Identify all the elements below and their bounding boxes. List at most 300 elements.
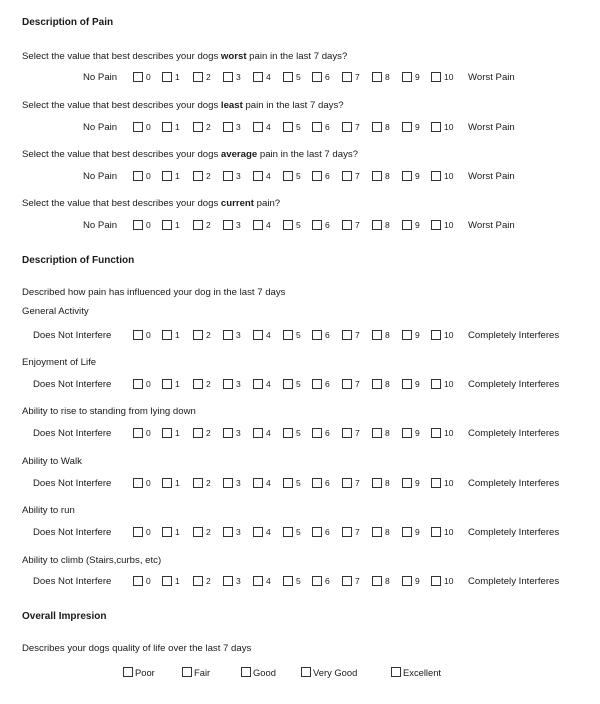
rating-checkbox-8[interactable]	[372, 171, 382, 181]
rating-checkbox-6[interactable]	[312, 330, 322, 340]
rating-option-5[interactable]	[283, 527, 309, 541]
rating-option-10[interactable]	[431, 122, 457, 136]
quality-checkbox[interactable]	[182, 667, 192, 677]
rating-checkbox-8[interactable]	[372, 428, 382, 438]
rating-value-9: 9	[415, 428, 420, 438]
rating-value-9: 9	[415, 220, 420, 230]
rating-checkbox-10[interactable]	[431, 527, 441, 537]
quality-option[interactable]	[123, 667, 167, 681]
rating-checkbox-1[interactable]	[162, 330, 172, 340]
rating-option-0[interactable]	[133, 379, 159, 393]
rating-checkbox-7[interactable]	[342, 220, 352, 230]
rating-checkbox-0[interactable]	[133, 330, 143, 340]
rating-value-2: 2	[206, 122, 211, 132]
rating-checkbox-4[interactable]	[253, 576, 263, 586]
rating-checkbox-3[interactable]	[223, 379, 233, 389]
rating-checkbox-5[interactable]	[283, 576, 293, 586]
rating-checkbox-3[interactable]	[223, 576, 233, 586]
rating-option-3[interactable]	[223, 379, 249, 393]
rating-value-8: 8	[385, 478, 390, 488]
rating-checkbox-5[interactable]	[283, 72, 293, 82]
rating-checkbox-10[interactable]	[431, 576, 441, 586]
rating-checkbox-9[interactable]	[402, 576, 412, 586]
rating-option-9[interactable]	[402, 576, 428, 590]
rating-option-9[interactable]	[402, 478, 428, 492]
rating-checkbox-10[interactable]	[431, 220, 441, 230]
rating-option-5[interactable]	[283, 122, 309, 136]
rating-option-3[interactable]	[223, 428, 249, 442]
rating-checkbox-1[interactable]	[162, 122, 172, 132]
rating-option-0[interactable]	[133, 72, 159, 86]
rating-option-3[interactable]	[223, 330, 249, 344]
rating-value-4: 4	[266, 576, 271, 586]
rating-checkbox-2[interactable]	[193, 527, 203, 537]
rating-option-10[interactable]	[431, 171, 457, 185]
rating-checkbox-7[interactable]	[342, 330, 352, 340]
rating-checkbox-2[interactable]	[193, 379, 203, 389]
rating-checkbox-10[interactable]	[431, 330, 441, 340]
rating-option-7[interactable]	[342, 527, 368, 541]
quality-checkbox[interactable]	[241, 667, 251, 677]
rating-checkbox-9[interactable]	[402, 478, 412, 488]
rating-option-2[interactable]	[193, 527, 219, 541]
rating-checkbox-2[interactable]	[193, 220, 203, 230]
rating-checkbox-9[interactable]	[402, 527, 412, 537]
rating-option-5[interactable]	[283, 220, 309, 234]
rating-value-6: 6	[325, 527, 330, 537]
rating-option-1[interactable]	[162, 122, 188, 136]
rating-value-1: 1	[175, 220, 180, 230]
rating-checkbox-1[interactable]	[162, 428, 172, 438]
rating-option-0[interactable]	[133, 122, 159, 136]
quality-option-label: Excellent	[403, 667, 442, 678]
rating-option-3[interactable]	[223, 122, 249, 136]
rating-checkbox-3[interactable]	[223, 220, 233, 230]
rating-option-9[interactable]	[402, 171, 428, 185]
quality-checkbox[interactable]	[123, 667, 133, 677]
rating-value-5: 5	[296, 122, 301, 132]
scale-min-label: No Pain	[83, 122, 118, 133]
quality-option-label: Very Good	[313, 667, 358, 678]
rating-option-9[interactable]	[402, 122, 428, 136]
pain-4-scale-row	[0, 220, 600, 234]
rating-checkbox-6[interactable]	[312, 478, 322, 488]
rating-option-0[interactable]	[133, 428, 159, 442]
rating-checkbox-10[interactable]	[431, 72, 441, 82]
rating-option-6[interactable]	[312, 428, 338, 442]
rating-checkbox-8[interactable]	[372, 576, 382, 586]
rating-option-3[interactable]	[223, 478, 249, 492]
rating-checkbox-7[interactable]	[342, 379, 352, 389]
scale-max-label: Worst Pain	[468, 122, 515, 133]
rating-checkbox-1[interactable]	[162, 379, 172, 389]
rating-option-2[interactable]	[193, 379, 219, 393]
rating-option-1[interactable]	[162, 527, 188, 541]
rating-option-8[interactable]	[372, 122, 398, 136]
rating-value-1: 1	[175, 379, 180, 389]
rating-value-9: 9	[415, 330, 420, 340]
rating-checkbox-2[interactable]	[193, 122, 203, 132]
rating-value-0: 0	[146, 478, 151, 488]
rating-checkbox-5[interactable]	[283, 220, 293, 230]
rating-option-3[interactable]	[223, 527, 249, 541]
rating-value-9: 9	[415, 576, 420, 586]
rating-option-0[interactable]	[133, 171, 159, 185]
rating-option-10[interactable]	[431, 330, 457, 344]
rating-checkbox-7[interactable]	[342, 576, 352, 586]
rating-checkbox-0[interactable]	[133, 576, 143, 586]
rating-value-8: 8	[385, 527, 390, 537]
rating-option-4[interactable]	[253, 220, 279, 234]
rating-checkbox-9[interactable]	[402, 379, 412, 389]
rating-option-0[interactable]	[133, 220, 159, 234]
rating-value-2: 2	[206, 478, 211, 488]
rating-value-7: 7	[355, 379, 360, 389]
rating-option-1[interactable]	[162, 428, 188, 442]
rating-option-7[interactable]	[342, 122, 368, 136]
quality-option[interactable]	[391, 667, 470, 681]
rating-option-6[interactable]	[312, 330, 338, 344]
rating-option-1[interactable]	[162, 576, 188, 590]
rating-value-10: 10	[444, 122, 454, 132]
rating-checkbox-6[interactable]	[312, 220, 322, 230]
rating-checkbox-6[interactable]	[312, 122, 322, 132]
rating-option-8[interactable]	[372, 72, 398, 86]
scale-max-label: Completely Interferes	[468, 379, 560, 390]
rating-checkbox-1[interactable]	[162, 527, 172, 537]
rating-checkbox-7[interactable]	[342, 478, 352, 488]
rating-value-4: 4	[266, 72, 271, 82]
rating-option-10[interactable]	[431, 478, 457, 492]
rating-checkbox-0[interactable]	[133, 478, 143, 488]
rating-value-6: 6	[325, 478, 330, 488]
rating-checkbox-6[interactable]	[312, 527, 322, 537]
rating-option-0[interactable]	[133, 576, 159, 590]
rating-option-1[interactable]	[162, 379, 188, 393]
rating-checkbox-9[interactable]	[402, 171, 412, 181]
rating-option-9[interactable]	[402, 527, 428, 541]
scale-min-label: Does Not Interfere	[33, 576, 112, 587]
rating-checkbox-3[interactable]	[223, 527, 233, 537]
question-text: Select the value that best describes your dogs	[22, 149, 221, 160]
rating-option-4[interactable]	[253, 72, 279, 86]
rating-option-6[interactable]	[312, 72, 338, 86]
rating-checkbox-8[interactable]	[372, 478, 382, 488]
rating-checkbox-1[interactable]	[162, 72, 172, 82]
rating-option-6[interactable]	[312, 220, 338, 234]
rating-option-7[interactable]	[342, 171, 368, 185]
rating-option-4[interactable]	[253, 428, 279, 442]
rating-checkbox-7[interactable]	[342, 72, 352, 82]
rating-checkbox-6[interactable]	[312, 576, 322, 586]
rating-option-4[interactable]	[253, 330, 279, 344]
rating-option-5[interactable]	[283, 72, 309, 86]
rating-option-7[interactable]	[342, 428, 368, 442]
rating-value-7: 7	[355, 527, 360, 537]
rating-option-2[interactable]	[193, 122, 219, 136]
rating-checkbox-4[interactable]	[253, 428, 263, 438]
rating-option-3[interactable]	[223, 72, 249, 86]
rating-checkbox-0[interactable]	[133, 220, 143, 230]
rating-value-10: 10	[444, 428, 454, 438]
rating-value-0: 0	[146, 220, 151, 230]
rating-option-8[interactable]	[372, 171, 398, 185]
rating-option-10[interactable]	[431, 220, 457, 234]
rating-checkbox-3[interactable]	[223, 122, 233, 132]
rating-checkbox-8[interactable]	[372, 72, 382, 82]
rating-value-2: 2	[206, 171, 211, 181]
rating-value-8: 8	[385, 122, 390, 132]
rating-option-5[interactable]	[283, 379, 309, 393]
rating-option-8[interactable]	[372, 330, 398, 344]
rating-checkbox-2[interactable]	[193, 576, 203, 586]
rating-option-7[interactable]	[342, 379, 368, 393]
rating-option-1[interactable]	[162, 220, 188, 234]
rating-checkbox-7[interactable]	[342, 428, 352, 438]
rating-checkbox-5[interactable]	[283, 478, 293, 488]
rating-value-4: 4	[266, 527, 271, 537]
pain-section-heading: Description of Pain	[22, 17, 114, 28]
rating-checkbox-1[interactable]	[162, 171, 172, 181]
rating-option-5[interactable]	[283, 171, 309, 185]
rating-option-8[interactable]	[372, 220, 398, 234]
rating-checkbox-10[interactable]	[431, 428, 441, 438]
function-item-label: General Activity	[22, 306, 89, 317]
rating-checkbox-3[interactable]	[223, 72, 233, 82]
quality-option[interactable]	[241, 667, 285, 681]
rating-value-6: 6	[325, 576, 330, 586]
rating-checkbox-5[interactable]	[283, 527, 293, 537]
rating-option-7[interactable]	[342, 478, 368, 492]
rating-checkbox-3[interactable]	[223, 171, 233, 181]
rating-value-8: 8	[385, 72, 390, 82]
rating-checkbox-0[interactable]	[133, 171, 143, 181]
rating-option-2[interactable]	[193, 576, 219, 590]
rating-checkbox-3[interactable]	[223, 428, 233, 438]
rating-checkbox-8[interactable]	[372, 330, 382, 340]
rating-value-4: 4	[266, 330, 271, 340]
rating-option-10[interactable]	[431, 576, 457, 590]
rating-option-5[interactable]	[283, 330, 309, 344]
rating-option-1[interactable]	[162, 171, 188, 185]
rating-checkbox-10[interactable]	[431, 171, 441, 181]
rating-option-6[interactable]	[312, 122, 338, 136]
rating-option-9[interactable]	[402, 428, 428, 442]
quality-checkbox[interactable]	[301, 667, 311, 677]
rating-option-2[interactable]	[193, 478, 219, 492]
rating-option-6[interactable]	[312, 379, 338, 393]
rating-checkbox-5[interactable]	[283, 122, 293, 132]
rating-value-6: 6	[325, 171, 330, 181]
rating-option-6[interactable]	[312, 171, 338, 185]
rating-checkbox-8[interactable]	[372, 527, 382, 537]
rating-checkbox-4[interactable]	[253, 220, 263, 230]
rating-value-7: 7	[355, 72, 360, 82]
rating-option-9[interactable]	[402, 330, 428, 344]
rating-checkbox-4[interactable]	[253, 171, 263, 181]
rating-value-4: 4	[266, 428, 271, 438]
rating-value-0: 0	[146, 379, 151, 389]
rating-checkbox-4[interactable]	[253, 527, 263, 537]
rating-checkbox-4[interactable]	[253, 478, 263, 488]
rating-checkbox-5[interactable]	[283, 428, 293, 438]
rating-option-7[interactable]	[342, 220, 368, 234]
rating-option-8[interactable]	[372, 379, 398, 393]
rating-checkbox-10[interactable]	[431, 122, 441, 132]
rating-checkbox-0[interactable]	[133, 72, 143, 82]
rating-option-6[interactable]	[312, 527, 338, 541]
rating-checkbox-0[interactable]	[133, 379, 143, 389]
rating-option-2[interactable]	[193, 72, 219, 86]
rating-checkbox-6[interactable]	[312, 379, 322, 389]
rating-option-10[interactable]	[431, 379, 457, 393]
rating-checkbox-7[interactable]	[342, 527, 352, 537]
rating-checkbox-8[interactable]	[372, 122, 382, 132]
rating-value-4: 4	[266, 478, 271, 488]
pain-3-scale-row	[0, 171, 600, 185]
rating-checkbox-5[interactable]	[283, 171, 293, 181]
rating-checkbox-2[interactable]	[193, 478, 203, 488]
rating-value-4: 4	[266, 220, 271, 230]
rating-option-3[interactable]	[223, 576, 249, 590]
rating-checkbox-8[interactable]	[372, 220, 382, 230]
scale-max-label: Worst Pain	[468, 72, 515, 83]
rating-option-8[interactable]	[372, 428, 398, 442]
rating-checkbox-0[interactable]	[133, 122, 143, 132]
rating-option-1[interactable]	[162, 478, 188, 492]
rating-value-9: 9	[415, 72, 420, 82]
rating-value-6: 6	[325, 330, 330, 340]
rating-checkbox-6[interactable]	[312, 171, 322, 181]
rating-option-2[interactable]	[193, 428, 219, 442]
rating-option-6[interactable]	[312, 576, 338, 590]
rating-value-10: 10	[444, 330, 454, 340]
rating-value-6: 6	[325, 428, 330, 438]
rating-value-5: 5	[296, 379, 301, 389]
rating-option-4[interactable]	[253, 122, 279, 136]
rating-option-6[interactable]	[312, 478, 338, 492]
rating-checkbox-4[interactable]	[253, 122, 263, 132]
rating-checkbox-2[interactable]	[193, 428, 203, 438]
rating-option-10[interactable]	[431, 72, 457, 86]
rating-checkbox-1[interactable]	[162, 478, 172, 488]
rating-checkbox-1[interactable]	[162, 576, 172, 586]
rating-checkbox-5[interactable]	[283, 330, 293, 340]
rating-value-2: 2	[206, 379, 211, 389]
rating-value-2: 2	[206, 576, 211, 586]
rating-value-7: 7	[355, 478, 360, 488]
rating-option-10[interactable]	[431, 527, 457, 541]
rating-option-3[interactable]	[223, 171, 249, 185]
rating-value-3: 3	[236, 379, 241, 389]
rating-checkbox-9[interactable]	[402, 122, 412, 132]
rating-option-5[interactable]	[283, 478, 309, 492]
function-section-heading: Description of Function	[22, 255, 135, 266]
rating-option-4[interactable]	[253, 379, 279, 393]
rating-checkbox-9[interactable]	[402, 428, 412, 438]
rating-checkbox-7[interactable]	[342, 122, 352, 132]
rating-value-1: 1	[175, 576, 180, 586]
rating-option-7[interactable]	[342, 576, 368, 590]
rating-checkbox-4[interactable]	[253, 379, 263, 389]
rating-option-0[interactable]	[133, 478, 159, 492]
rating-option-2[interactable]	[193, 220, 219, 234]
rating-checkbox-9[interactable]	[402, 72, 412, 82]
question-text: pain in the last 7 days?	[257, 149, 359, 160]
rating-checkbox-9[interactable]	[402, 220, 412, 230]
rating-checkbox-8[interactable]	[372, 379, 382, 389]
rating-checkbox-7[interactable]	[342, 171, 352, 181]
rating-value-0: 0	[146, 330, 151, 340]
rating-option-4[interactable]	[253, 478, 279, 492]
rating-option-9[interactable]	[402, 379, 428, 393]
rating-checkbox-9[interactable]	[402, 330, 412, 340]
rating-option-8[interactable]	[372, 576, 398, 590]
rating-checkbox-0[interactable]	[133, 527, 143, 537]
rating-checkbox-1[interactable]	[162, 220, 172, 230]
rating-checkbox-10[interactable]	[431, 379, 441, 389]
rating-checkbox-6[interactable]	[312, 428, 322, 438]
rating-option-1[interactable]	[162, 330, 188, 344]
rating-checkbox-10[interactable]	[431, 478, 441, 488]
rating-option-8[interactable]	[372, 478, 398, 492]
rating-checkbox-2[interactable]	[193, 330, 203, 340]
rating-checkbox-3[interactable]	[223, 330, 233, 340]
rating-checkbox-0[interactable]	[133, 428, 143, 438]
quality-option[interactable]	[182, 667, 226, 681]
rating-option-4[interactable]	[253, 171, 279, 185]
rating-option-3[interactable]	[223, 220, 249, 234]
function-5-scale-row	[0, 527, 600, 541]
rating-checkbox-4[interactable]	[253, 330, 263, 340]
rating-option-8[interactable]	[372, 527, 398, 541]
rating-value-5: 5	[296, 428, 301, 438]
rating-checkbox-5[interactable]	[283, 379, 293, 389]
rating-option-2[interactable]	[193, 330, 219, 344]
rating-value-9: 9	[415, 478, 420, 488]
rating-value-4: 4	[266, 122, 271, 132]
rating-value-0: 0	[146, 576, 151, 586]
rating-option-0[interactable]	[133, 330, 159, 344]
rating-option-4[interactable]	[253, 576, 279, 590]
rating-option-1[interactable]	[162, 72, 188, 86]
rating-option-0[interactable]	[133, 527, 159, 541]
rating-checkbox-4[interactable]	[253, 72, 263, 82]
rating-option-2[interactable]	[193, 171, 219, 185]
rating-option-5[interactable]	[283, 576, 309, 590]
rating-value-1: 1	[175, 72, 180, 82]
rating-checkbox-3[interactable]	[223, 478, 233, 488]
quality-checkbox[interactable]	[391, 667, 401, 677]
scale-min-label: Does Not Interfere	[33, 330, 112, 341]
rating-checkbox-2[interactable]	[193, 72, 203, 82]
scale-min-label: Does Not Interfere	[33, 527, 112, 538]
rating-option-7[interactable]	[342, 330, 368, 344]
rating-option-10[interactable]	[431, 428, 457, 442]
rating-checkbox-6[interactable]	[312, 72, 322, 82]
rating-value-0: 0	[146, 122, 151, 132]
rating-value-10: 10	[444, 527, 454, 537]
rating-option-4[interactable]	[253, 527, 279, 541]
question-emphasis: least	[220, 100, 243, 111]
rating-option-9[interactable]	[402, 72, 428, 86]
rating-checkbox-2[interactable]	[193, 171, 203, 181]
scale-min-label: No Pain	[83, 220, 118, 231]
rating-option-5[interactable]	[283, 428, 309, 442]
quality-option[interactable]	[301, 667, 380, 681]
rating-option-9[interactable]	[402, 220, 428, 234]
rating-option-7[interactable]	[342, 72, 368, 86]
